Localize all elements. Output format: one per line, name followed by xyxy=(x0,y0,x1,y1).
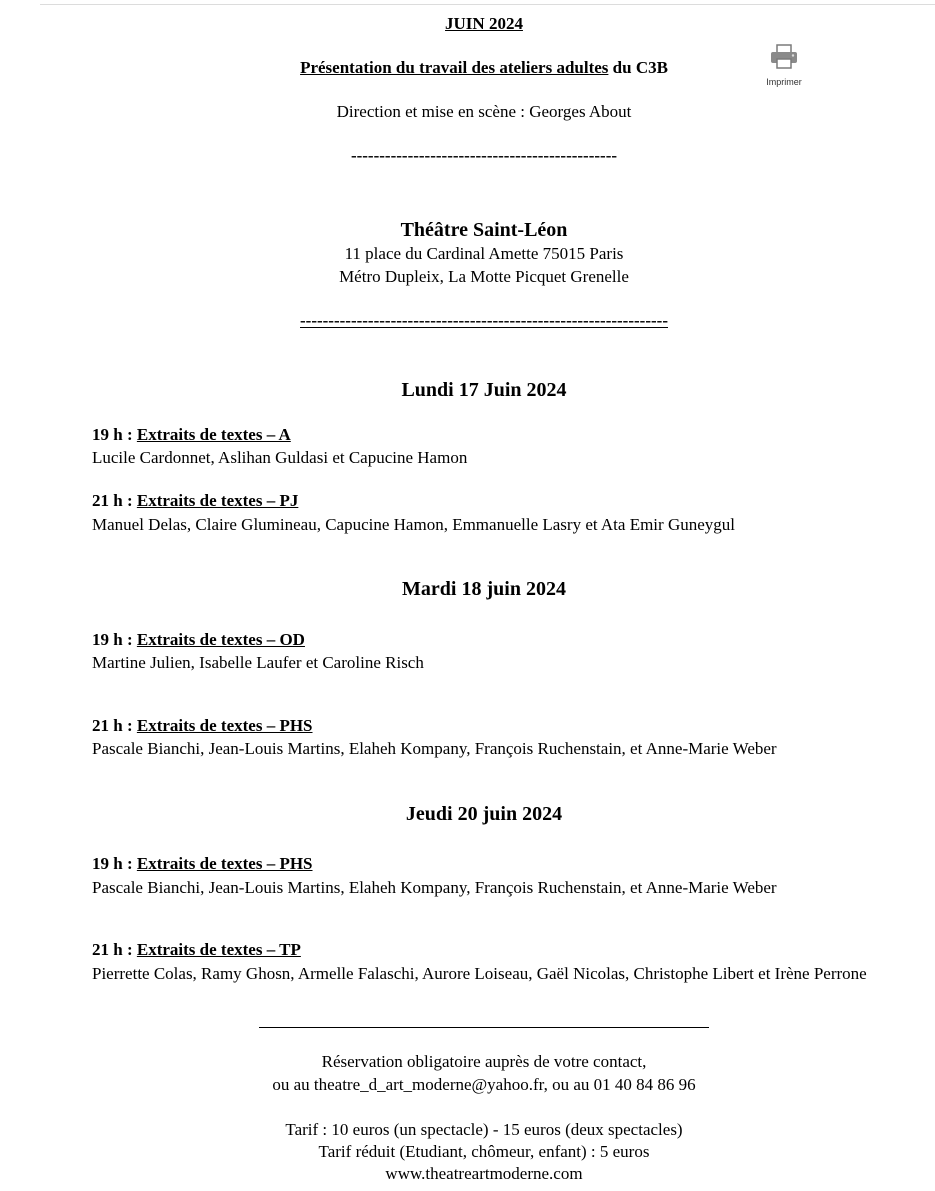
page-title: JUIN 2024 xyxy=(445,14,523,33)
slot-cast: Pascale Bianchi, Jean-Louis Martins, Elaheh Kompany, François Ruchenstain, et Anne-Marie Weber xyxy=(92,739,777,758)
reservation-text: Réservation obligatoire auprès de votre contact, xyxy=(321,1052,647,1071)
slot-title: Extraits de textes – PHS xyxy=(136,716,313,735)
slot-time: 21 h : xyxy=(92,940,137,959)
slot-title: Extraits de textes – OD xyxy=(136,630,305,649)
slot-title: Extraits de textes – PHS xyxy=(136,854,313,873)
slot-cast: Pierrette Colas, Ramy Ghosn, Armelle Falaschi, Aurore Loiseau, Gaël Nicolas, Christophe Libert et Irène Perrone xyxy=(92,964,867,983)
venue-name: Théâtre Saint-Léon xyxy=(400,219,568,241)
venue-address: 11 place du Cardinal Amette 75015 Paris xyxy=(344,244,624,263)
slot-time: 19 h : xyxy=(92,854,137,873)
website-link[interactable]: www.theatreartmoderne.com xyxy=(385,1164,583,1183)
day-title: Jeudi 20 juin 2024 xyxy=(405,803,563,825)
slot-time: 19 h : xyxy=(92,425,137,444)
slot-heading xyxy=(92,425,291,445)
slot-title: Extraits de textes – TP xyxy=(136,940,301,959)
day-title: Lundi 17 Juin 2024 xyxy=(401,379,567,401)
slot-cast: Manuel Delas, Claire Glumineau, Capucine Hamon, Emmanuelle Lasry et Ata Emir Guneygul xyxy=(92,515,735,534)
slot-heading xyxy=(92,491,298,511)
footer-separator xyxy=(259,1027,709,1028)
slot-heading xyxy=(92,940,301,960)
presentation-title: Présentation du travail des ateliers adultes xyxy=(300,58,609,77)
slot-cast: Martine Julien, Isabelle Laufer et Caroline Risch xyxy=(92,653,424,672)
dash-separator-1: ----------------------------------------------- xyxy=(350,146,618,165)
direction-line: Direction et mise en scène : Georges About xyxy=(336,102,632,121)
slot-time: 19 h : xyxy=(92,630,137,649)
tarif-reduit-text: Tarif réduit (Etudiant, chômeur, enfant) : 5 euros xyxy=(318,1142,650,1161)
slot-time: 21 h : xyxy=(92,491,137,510)
slot-title: Extraits de textes – PJ xyxy=(136,491,299,510)
slot-heading xyxy=(92,630,305,650)
slot-heading xyxy=(92,716,313,736)
slot-title: Extraits de textes – A xyxy=(136,425,291,444)
tarif-text: Tarif : 10 euros (un spectacle) - 15 euros (deux spectacles) xyxy=(285,1120,683,1139)
slot-time: 21 h : xyxy=(92,716,137,735)
printer-icon xyxy=(770,44,798,70)
print-label: Imprimer xyxy=(766,77,802,87)
venue-metro: Métro Dupleix, La Motte Picquet Grenelle xyxy=(339,267,629,286)
contact-text: ou au theatre_d_art_moderne@yahoo.fr, ou au 01 40 84 86 96 xyxy=(272,1075,696,1094)
top-border xyxy=(40,4,935,5)
dash-separator-2: ----------------------------------------------------------------- xyxy=(300,311,668,330)
presentation-org: du C3B xyxy=(608,58,668,77)
slot-cast: Pascale Bianchi, Jean-Louis Martins, Elaheh Kompany, François Ruchenstain, et Anne-Marie Weber xyxy=(92,878,777,897)
slot-heading xyxy=(92,854,313,874)
day-title: Mardi 18 juin 2024 xyxy=(402,578,566,600)
slot-cast: Lucile Cardonnet, Aslihan Guldasi et Capucine Hamon xyxy=(92,448,468,467)
print-button[interactable] xyxy=(758,44,810,92)
